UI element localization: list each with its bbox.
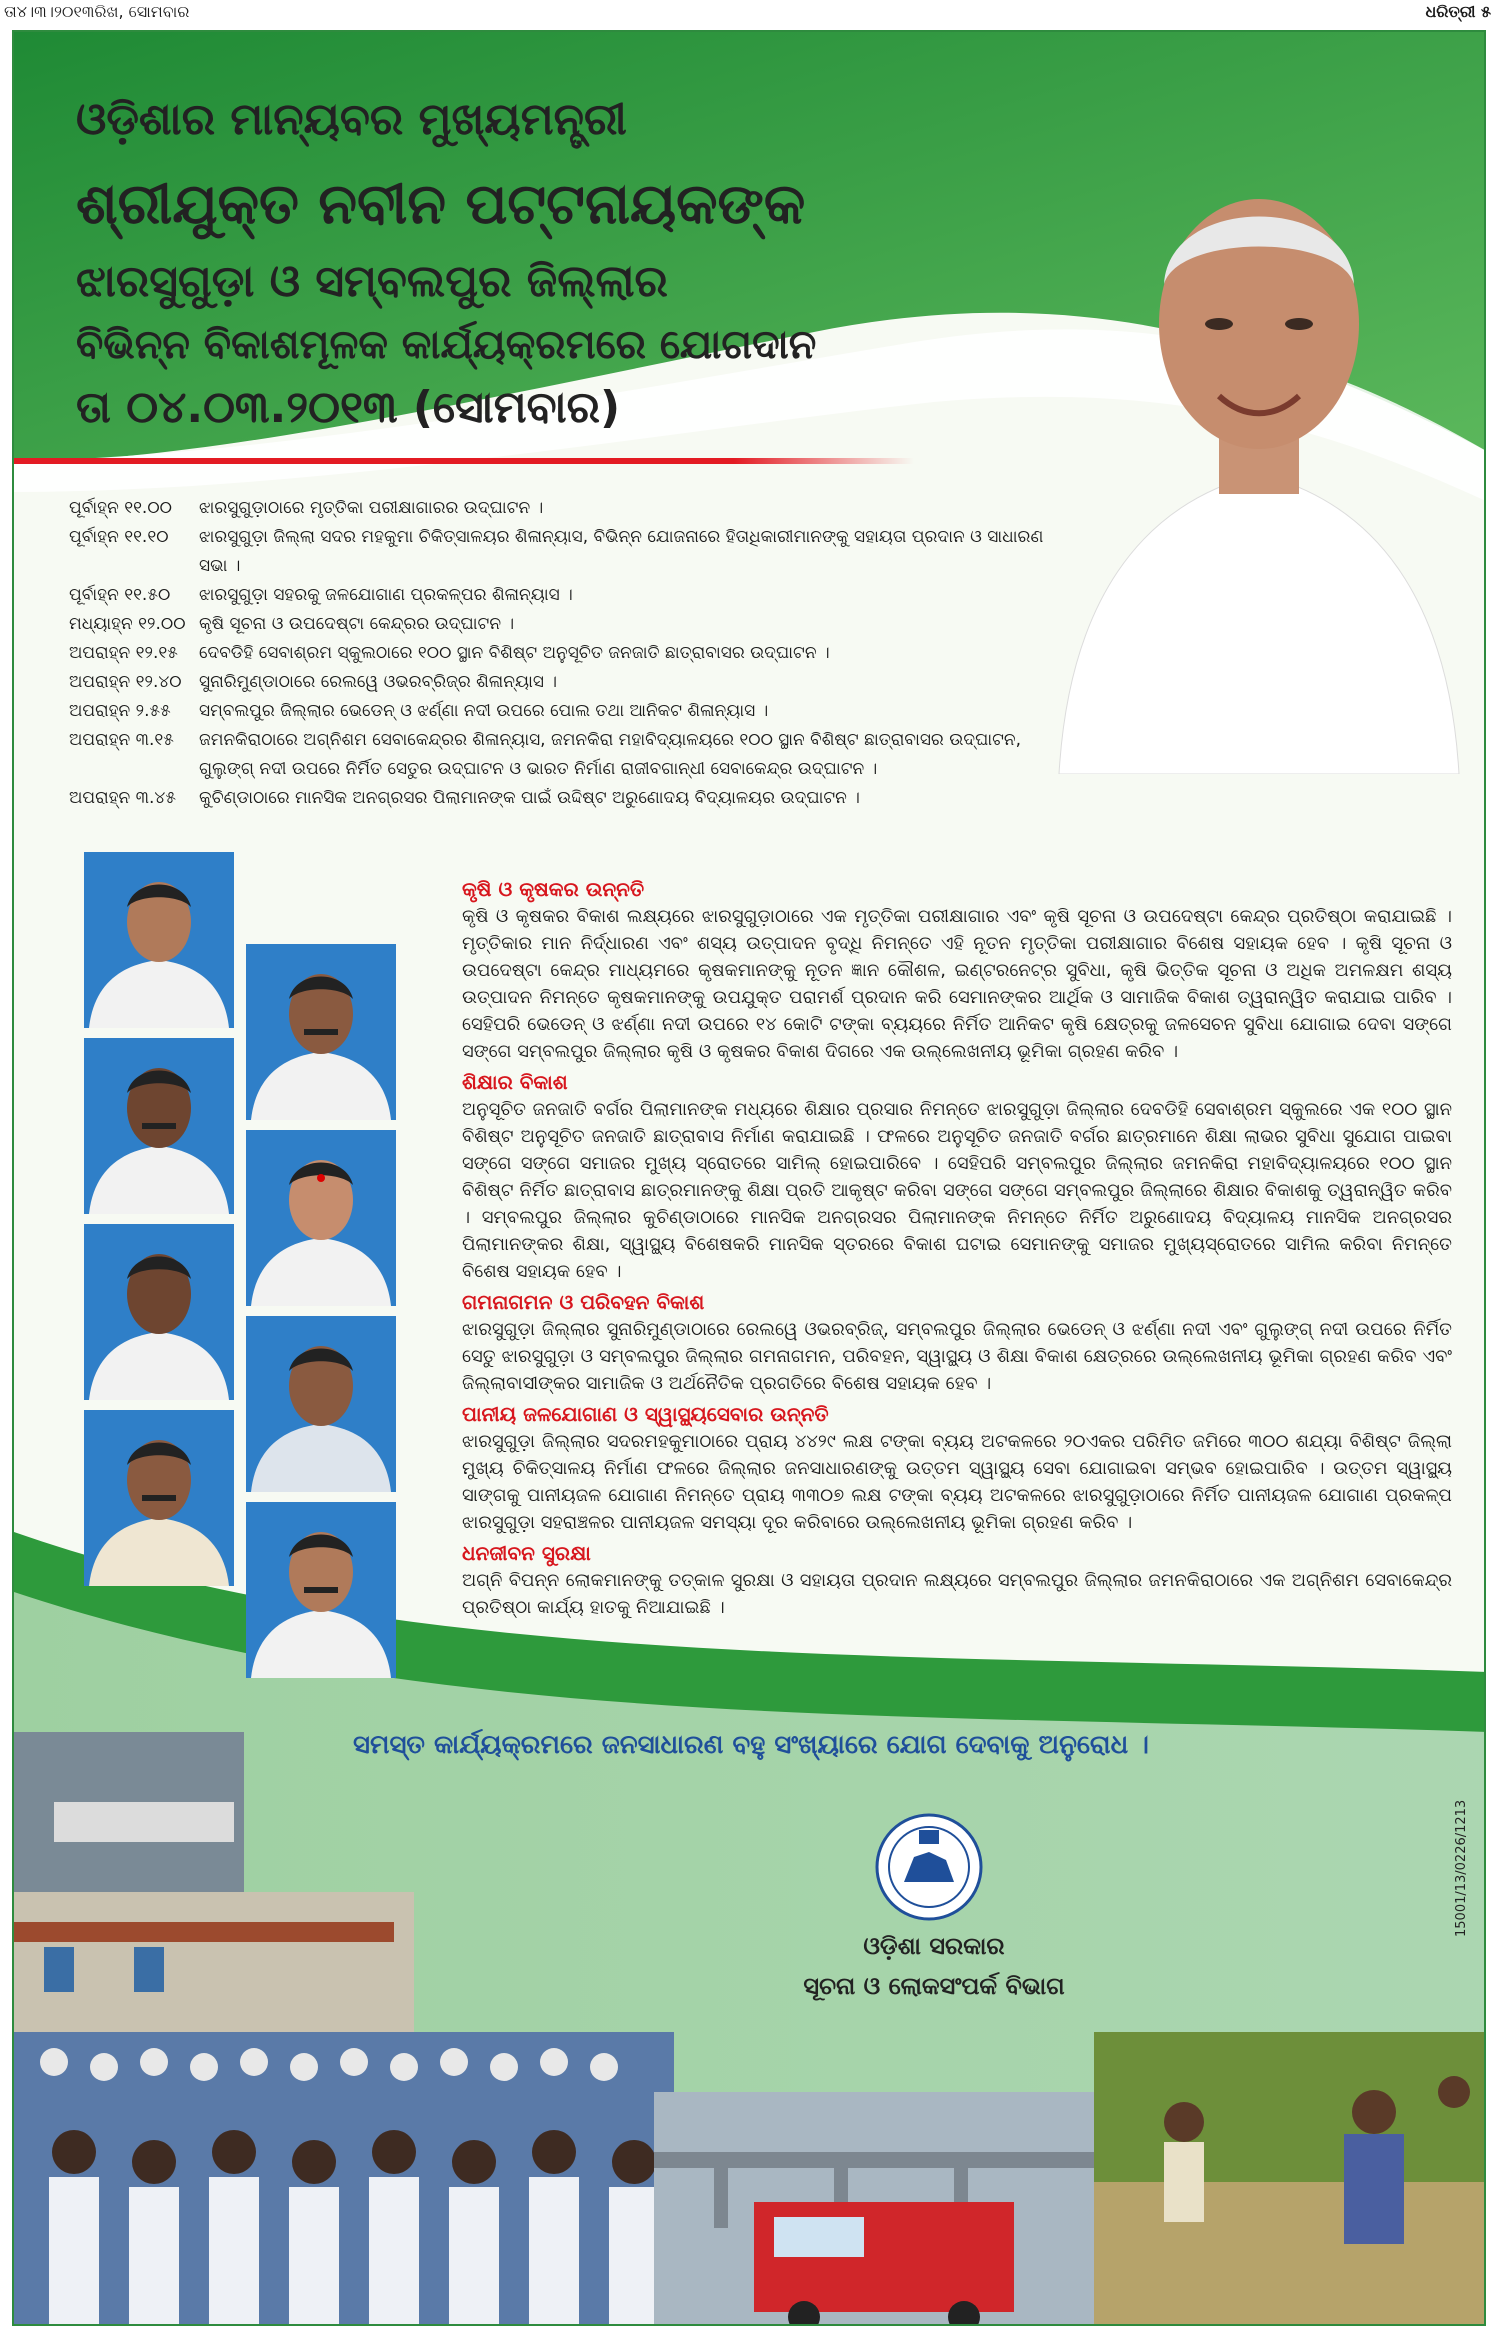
schedule-row (69, 697, 1059, 726)
portrait-photo (84, 1224, 234, 1400)
headline-line-2: ଶ୍ରୀଯୁକ୍ତ ନବୀନ ପଟ୍ଟନାୟକଙ୍କ (76, 172, 806, 237)
schedule-time: ଅପରାହ୍ନ ୨.୫୫ (69, 701, 171, 721)
government-name: ଓଡ଼ିଶା ସରକାର (863, 1932, 1005, 1960)
schedule-desc: ଝାରସୁଗୁଡ଼ାଠାରେ ମୃତ୍ତିକା ପରୀକ୍ଷାଗାରର ଉଦ୍‌ଘାଟନ । (199, 498, 544, 518)
schedule-desc: ସମ୍ବଲପୁର ଜିଲ୍ଲାର ଭେଡେନ୍ ଓ ଝର୍ଣ୍ଣା ନଦୀ ଉପରେ ପୋଲ ତଥା ଆନିକଟ ଶିଳାନ୍ୟାସ । (199, 701, 769, 721)
portrait-photo (246, 1316, 396, 1492)
schedule-desc: ସୁନାରିମୁଣ୍ଡାଠାରେ ରେଲୱେ ଓଭରବ୍ରିଜ୍‌ର ଶିଳାନ୍ୟାସ । (199, 672, 557, 692)
headline-line-4: ବିଭିନ୍ନ ବିକାଶମୂଳକ କାର୍ଯ୍ୟକ୍ରମରେ ଯୋଗଦାନ (76, 322, 817, 368)
portrait-photo (246, 1130, 396, 1306)
headline-line-1: ଓଡ଼ିଶାର ମାନ୍ୟବର ମୁଖ୍ୟମନ୍ତ୍ରୀ (76, 94, 627, 145)
portrait-photo (246, 1502, 396, 1678)
schedule-time: ଅପରାହ୍ନ ୧୨.୪୦ (69, 672, 182, 692)
public-appeal: ସମସ୍ତ କାର୍ଯ୍ୟକ୍ରମରେ ଜନସାଧାରଣ ବହୁ ସଂଖ୍ୟାରେ ଯୋଗ ଦେବାକୁ ଅନୁରୋଧ । (353, 1730, 1149, 1760)
schedule-desc: ଦେବଡିହି ସେବାଶ୍ରମ ସ୍କୁଲଠାରେ ୧୦୦ ସ୍ଥାନ ବିଶିଷ୍ଟ ଅନୁସୂଚିତ ଜନଜାତି ଛାତ୍ରାବାସର ଉଦ୍‌ଘାଟନ । (199, 643, 830, 663)
header-date: ତା୪।୩।୨୦୧୩ରିଖ, ସୋମବାର (4, 2, 190, 21)
headline-date: ତା ୦୪.୦୩.୨୦୧୩ (ସୋମବାର) (76, 382, 621, 433)
newspaper-header (0, 0, 1497, 24)
schedule-desc: ଝାରସୁଗୁଡ଼ା ଜିଲ୍ଲା ସଦର ମହକୁମା ଚିକିତ୍ସାଳୟର ଶିଳାନ୍ୟାସ, ବିଭିନ୍ନ ଯୋଜନାରେ ହିତାଧିକାରୀମାନଙ୍କୁ ସହାୟତା ପ୍ରଦାନ ଓ ସାଧାରଣ ସଭା । (199, 527, 1044, 576)
schedule-row (69, 523, 1059, 581)
schedule-time: ପୂର୍ବାହ୍ନ ୧୧.୫୦ (69, 585, 171, 605)
ad-code: 15001/13/0226/1213 (1454, 1799, 1469, 1937)
schedule-time: ପୂର୍ବାହ୍ନ ୧୧.୦୦ (69, 498, 172, 518)
section-body: ଅନୁସୂଚିତ ଜନଜାତି ବର୍ଗର ପିଲାମାନଙ୍କ ମଧ୍ୟରେ ଶିକ୍ଷାର ପ୍ରସାର ନିମନ୍ତେ ଝାରସୁଗୁଡ଼ା ଜିଲ୍ଲାର ଦେବଡିହି ସେବାଶ୍ରମ ସ୍କୁଲରେ ଏକ ୧୦୦ ସ୍ଥାନ ବିଶିଷ୍ଟ ଅନୁସୂଚିତ ଜନଜାତି ଛାତ୍ରାବାସ ନିର୍ମାଣ କରାଯାଇଛି । ଫଳରେ ଅନୁସୂଚିତ ଜନଜାତି ବର୍ଗର ଛାତ୍ରମାନେ ଶିକ୍ଷା ଲାଭର ସୁବିଧା ସୁଯୋଗ ପାଇବା ସଙ୍ଗେ ସଙ୍ଗେ ସମାଜର ମୁଖ୍ୟ ସ୍ରୋତରେ ସାମିଲ୍ ହୋଇପାରିବେ । ସେହିପରି ସମ୍ବଲପୁର ଜିଲ୍ଲାର ଜମନକିରା ମହାବିଦ୍ୟାଳୟରେ ୧୦୦ ସ୍ଥାନ ବିଶିଷ୍ଟ ନିର୍ମିତ ଛାତ୍ରାବାସ ଛାତ୍ରମାନଙ୍କୁ ଶିକ୍ଷା ପ୍ରତି ଆକୃଷ୍ଟ କରିବା ସଙ୍ଗେ ସଙ୍ଗେ ସମ୍ବଲପୁର ଜିଲ୍ଲାରେ ଶିକ୍ଷାର ବିକାଶକୁ ତ୍ୱରାନ୍ୱିତ କରିବ । ସମ୍ବଲପୁର ଜିଲ୍ଲାର କୁଚିଣ୍ଡାଠାରେ ମାନସିକ ଅନଗ୍ରସର ପିଲାମାନଙ୍କ ନିମନ୍ତେ ନିର୍ମିତ ଅରୁଣୋଦୟ ବିଦ୍ୟାଳୟ ମାନସିକ ଅନଗ୍ରସର ପିଲାମାନଙ୍କର ଶିକ୍ଷା, ସ୍ୱାସ୍ଥ୍ୟ ବିଶେଷକରି ମାନସିକ ସ୍ତରରେ ବିକାଶ ଘଟାଇ ସେମାନଙ୍କୁ ସମାଜର ମୁଖ୍ୟସ୍ରୋତରେ ସାମିଲ କରିବା ନିମନ୍ତେ ବିଶେଷ ସହାୟକ ହେବ । (462, 1099, 1452, 1282)
section-title: ଧନଜୀବନ ସୁରକ୍ଷା (462, 1541, 591, 1565)
chief-minister-portrait (1049, 134, 1469, 774)
schedule-list (69, 494, 1059, 813)
schedule-row (69, 784, 1059, 813)
schedule-desc: ଝାରସୁଗୁଡ଼ା ସହରକୁ ଜଳଯୋଗାଣ ପ୍ରକଳ୍ପର ଶିଳାନ୍ୟାସ । (199, 585, 573, 605)
schedule-time: ଅପରାହ୍ନ ୩.୧୫ (69, 730, 174, 750)
headline-line-3: ଝାରସୁଗୁଡ଼ା ଓ ସମ୍ବଲପୁର ଜିଲ୍ଲାର (76, 256, 668, 307)
portrait-photo (84, 1038, 234, 1214)
department-name: ସୂଚନା ଓ ଲୋକସଂପର୍କ ବିଭାଗ (803, 1972, 1065, 2000)
advertisement (12, 30, 1486, 2326)
section-title: କୃଷି ଓ କୃଷକର ଉନ୍ନତି (462, 877, 645, 901)
schedule-desc: କୁଚିଣ୍ଡାଠାରେ ମାନସିକ ଅନଗ୍ରସର ପିଲାମାନଙ୍କ ପାଇଁ ଉଦ୍ଦିଷ୍ଟ ଅରୁଣୋଦୟ ବିଦ୍ୟାଳୟର ଉଦ୍‌ଘାଟନ । (199, 788, 860, 808)
schedule-desc: ଜମନକିରାଠାରେ ଅଗ୍ନିଶମ ସେବାକେନ୍ଦ୍ରର ଶିଳାନ୍ୟାସ, ଜମନକିରା ମହାବିଦ୍ୟାଳୟରେ ୧୦୦ ସ୍ଥାନ ବିଶିଷ୍ଟ ଛାତ୍ରାବାସର ଉଦ୍‌ଘାଟନ, ଗୁଲୁଙ୍ଗ୍ ନଦୀ ଉପରେ ନିର୍ମିତ ସେତୁର ଉଦ୍‌ଘାଟନ ଓ ଭାରତ ନିର୍ମାଣ ରାଜୀବଗାନ୍ଧୀ ସେବାକେନ୍ଦ୍ର ଉଦ୍‌ଘାଟନ । (199, 730, 1022, 779)
development-photo-collage (14, 1732, 1486, 2326)
section-body: ଝାରସୁଗୁଡ଼ା ଜିଲ୍ଲାର ସଦରମହକୁମାଠାରେ ପ୍ରାୟ ୪୪୨୯ ଲକ୍ଷ ଟଙ୍କା ବ୍ୟୟ ଅଟକଳରେ ୨୦ଏକର ପରିମିତ ଜମିରେ ୩୦୦ ଶଯ୍ୟା ବିଶିଷ୍ଟ ଜିଲ୍ଲା ମୁଖ୍ୟ ଚିକିତ୍ସାଳୟ ନିର୍ମାଣ ଫଳରେ ଜିଲ୍ଲାର ଜନସାଧାରଣଙ୍କୁ ଉତ୍ତମ ସ୍ୱାସ୍ଥ୍ୟ ସେବା ଯୋଗାଇବା ସମ୍ଭବ ହୋଇପାରିବ । ଉତ୍ତମ ସ୍ୱାସ୍ଥ୍ୟ ସାଙ୍ଗକୁ ପାନୀୟଜଳ ଯୋଗାଣ ନିମନ୍ତେ ପ୍ରାୟ ୩୩୦୭ ଲକ୍ଷ ଟଙ୍କା ବ୍ୟୟ ଅଟକଳରେ ଝାରସୁଗୁଡ଼ାଠାରେ ନିର୍ମିତ ପାନୀୟଜଳ ଯୋଗାଣ ପ୍ରକଳ୍ପ ଝାରସୁଗୁଡ଼ା ସହରାଞ୍ଚଳର ପାନୀୟଜଳ ସମସ୍ୟା ଦୂର କରିବାରେ ଉଲ୍ଲେଖନୀୟ ଭୂମିକା ଗ୍ରହଣ କରିବ । (462, 1431, 1452, 1533)
odisha-emblem-icon (874, 1812, 984, 1922)
schedule-time: ଅପରାହ୍ନ ୩.୪୫ (69, 788, 176, 808)
schedule-time: ପୂର୍ବାହ୍ନ ୧୧.୧୦ (69, 527, 169, 547)
development-sections (462, 872, 1452, 1621)
section-title: ଗମନାଗମନ ଓ ପରିବହନ ବିକାଶ (462, 1290, 705, 1314)
schedule-row (69, 581, 1059, 610)
section-title: ପାନୀୟ ଜଳଯୋଗାଣ ଓ ସ୍ୱାସ୍ଥ୍ୟସେବାର ଉନ୍ନତି (462, 1402, 829, 1426)
section-body: ଅଗ୍ନି ବିପନ୍ନ ଲୋକମାନଙ୍କୁ ତତ୍କାଳ ସୁରକ୍ଷା ଓ ସହାୟତା ପ୍ରଦାନ ଲକ୍ଷ୍ୟରେ ସମ୍ବଲପୁର ଜିଲ୍ଲାର ଜମନକିରାଠାରେ ଏକ ଅଗ୍ନିଶମ ସେବାକେନ୍ଦ୍ର ପ୍ରତିଷ୍ଠା କାର୍ଯ୍ୟ ହାତକୁ ନିଆଯାଇଛି । (462, 1570, 1452, 1618)
portrait-photo (84, 852, 234, 1028)
portrait-photo (246, 944, 396, 1120)
schedule-time: ଅପରାହ୍ନ ୧୨.୧୫ (69, 643, 178, 663)
schedule-desc: କୃଷି ସୂଚନା ଓ ଉପଦେଷ୍ଟା କେନ୍ଦ୍ରର ଉଦ୍‌ଘାଟନ । (199, 614, 515, 634)
schedule-row (69, 610, 1059, 639)
portrait-photo (84, 1410, 234, 1586)
section-title: ଶିକ୍ଷାର ବିକାଶ (462, 1070, 568, 1094)
red-divider (14, 458, 914, 464)
section-body: କୃଷି ଓ କୃଷକର ବିକାଶ ଲକ୍ଷ୍ୟରେ ଝାରସୁଗୁଡ଼ାଠାରେ ଏକ ମୃତ୍ତିକା ପରୀକ୍ଷାଗାର ଏବଂ କୃଷି ସୂଚନା ଓ ଉପଦେଷ୍ଟା କେନ୍ଦ୍ର ପ୍ରତିଷ୍ଠା କରାଯାଇଛି । ମୃତ୍ତିକାର ମାନ ନିର୍ଦ୍ଧାରଣ ଏବଂ ଶସ୍ୟ ଉତ୍ପାଦନ ବୃଦ୍ଧି ନିମନ୍ତେ ଏହି ନୂତନ ମୃତ୍ତିକା ପରୀକ୍ଷାଗାର ବିଶେଷ ସହାୟକ ହେବ । କୃଷି ସୂଚନା ଓ ଉପଦେଷ୍ଟା କେନ୍ଦ୍ର ମାଧ୍ୟମରେ କୃଷକମାନଙ୍କୁ ନୂତନ ଜ୍ଞାନ କୌଶଳ, ଇଣ୍ଟରନେଟ୍‌ର ସୁବିଧା, କୃଷି ଭିତ୍ତିକ ସୂଚନା ଓ ଅଧିକ ଅମଳକ୍ଷମ ଶସ୍ୟ ଉତ୍ପାଦନ ନିମନ୍ତେ କୃଷକମାନଙ୍କୁ ଉପଯୁକ୍ତ ପରାମର୍ଶ ପ୍ରଦାନ କରି ସେମାନଙ୍କର ଆର୍ଥିକ ଓ ସାମାଜିକ ବିକାଶ ତ୍ୱରାନ୍ୱିତ କରାଯାଇ ପାରିବ । ସେହିପରି ଭେଡେନ୍ ଓ ଝର୍ଣ୍ଣା ନଦୀ ଉପରେ ୧୪ କୋଟି ଟଙ୍କା ବ୍ୟୟରେ ନିର୍ମିତ ଆନିକଟ କୃଷି କ୍ଷେତ୍ରକୁ ଜଳସେଚନ ସୁବିଧା ଯୋଗାଇ ଦେବା ସଙ୍ଗେ ସଙ୍ଗେ ସମ୍ବଲପୁର ଜିଲ୍ଲାର କୃଷି ଓ କୃଷକର ବିକାଶ ଦିଗରେ ଏକ ଉଲ୍ଲେଖନୀୟ ଭୂମିକା ଗ୍ରହଣ କରିବ । (462, 906, 1452, 1062)
schedule-row (69, 726, 1059, 784)
schedule-row (69, 494, 1059, 523)
section-body: ଝାରସୁଗୁଡ଼ା ଜିଲ୍ଲାର ସୁନାରିମୁଣ୍ଡାଠାରେ ରେଲୱେ ଓଭରବ୍ରିଜ୍, ସମ୍ବଲପୁର ଜିଲ୍ଲାର ଭେଡେନ୍ ଓ ଝର୍ଣ୍ଣା ନଦୀ ଏବଂ ଗୁଲୁଙ୍ଗ୍ ନଦୀ ଉପରେ ନିର୍ମିତ ସେତୁ ଝାରସୁଗୁଡ଼ା ଓ ସମ୍ବଲପୁର ଜିଲ୍ଲାର ଗମନାଗମନ, ପରିବହନ, ସ୍ୱାସ୍ଥ୍ୟ ଓ ଶିକ୍ଷା ବିକାଶ କ୍ଷେତ୍ରରେ ଉଲ୍ଲେଖନୀୟ ଭୂମିକା ଗ୍ରହଣ କରିବ ଏବଂ ଜିଲ୍ଲାବାସୀଙ୍କର ସାମାଜିକ ଓ ଅର୍ଥନୈତିକ ପ୍ରଗତିରେ ବିଶେଷ ସହାୟକ ହେବ । (462, 1319, 1452, 1394)
schedule-time: ମଧ୍ୟାହ୍ନ ୧୨.୦୦ (69, 614, 186, 634)
header-page: ଧରିତ୍ରୀ ୫ (1425, 2, 1491, 21)
schedule-row (69, 639, 1059, 668)
schedule-row (69, 668, 1059, 697)
